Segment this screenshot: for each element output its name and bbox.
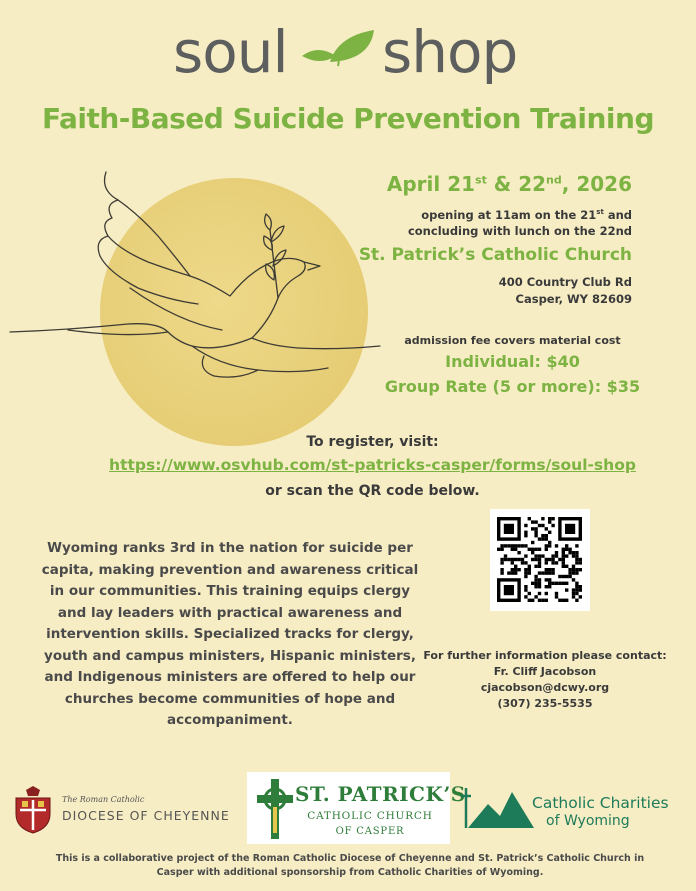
price-group: Group Rate (5 or more): $35 <box>384 377 641 396</box>
contact-email[interactable]: cjacobson@dcwy.org <box>480 681 610 694</box>
page-title: Faith-Based Suicide Prevention Training <box>41 102 654 135</box>
contact-name: Fr. Cliff Jacobson <box>493 665 597 678</box>
address-line-1: 400 Country Club Rd <box>498 275 632 289</box>
parish-name: ST. PATRICK’S <box>295 782 466 806</box>
register-label: To register, visit: <box>306 434 439 450</box>
charities-name: Catholic Charities <box>532 794 669 812</box>
charities-mountain-icon <box>458 784 538 834</box>
schedule-part: opening at 11am on the 21 <box>421 207 597 222</box>
celtic-cross-icon <box>255 777 295 841</box>
event-schedule <box>408 204 632 239</box>
charities-sub: of Wyoming <box>546 813 630 829</box>
logo-word-soul: soul <box>173 18 288 86</box>
schedule-sup: st <box>596 208 604 216</box>
schedule-line-2: concluding with lunch on the 22nd <box>407 223 632 238</box>
event-date <box>387 172 632 196</box>
date-sup: nd <box>546 173 562 187</box>
fee-note: admission fee covers material cost <box>404 334 621 347</box>
schedule-part: and <box>603 207 632 222</box>
diocese-small-text: The Roman Catholic <box>62 795 145 804</box>
date-part: , 2026 <box>561 172 632 196</box>
soul-shop-logo <box>0 18 696 88</box>
schedule-line-1 <box>408 204 632 223</box>
dove-icon <box>8 170 388 410</box>
parish-sub-1: CATHOLIC CHURCH <box>307 810 433 822</box>
contact-label: For further information please contact: <box>423 649 667 662</box>
price-individual: Individual: $40 <box>445 352 580 371</box>
parish-sub-2: OF CASPER <box>335 826 405 837</box>
contact-phone[interactable]: (307) 235-5535 <box>497 697 593 710</box>
venue-name: St. Patrick’s Catholic Church <box>358 245 632 265</box>
qr-code[interactable] <box>490 509 590 611</box>
qr-code-icon <box>490 509 590 611</box>
date-sup: st <box>475 173 487 187</box>
register-scan-note: or scan the QR code below. <box>265 483 480 499</box>
contact-block <box>420 648 670 712</box>
address-line-2: Casper, WY 82609 <box>515 292 632 306</box>
leaf-icon <box>300 26 380 76</box>
diocese-name: DIOCESE OF CHEYENNE <box>62 808 230 823</box>
date-part: & 22 <box>486 172 547 196</box>
logo-word-shop: shop <box>382 18 518 86</box>
date-part: April 21 <box>386 172 476 196</box>
venue-address <box>499 274 632 308</box>
description-paragraph: Wyoming ranks 3rd in the nation for suicide per capita, making prevention and awareness critical in our communities. This training equips clergy and lay leaders with practical awareness and intervention skills. Specialized tracks for clergy, youth and campus ministers, Hispanic ministers, and Indigenous ministers are offered to help our churches become communities of hope and accompaniment. <box>41 540 419 728</box>
diocese-crest-icon <box>12 786 54 834</box>
register-link[interactable]: https://www.osvhub.com/st-patricks-casper/forms/soul-shop <box>109 456 636 474</box>
footer-note: This is a collaborative project of the Roman Catholic Diocese of Cheyenne and St. Patrick’s Catholic Church in Casper with additional sponsorship from Catholic Charities of Wyoming. <box>55 853 645 878</box>
